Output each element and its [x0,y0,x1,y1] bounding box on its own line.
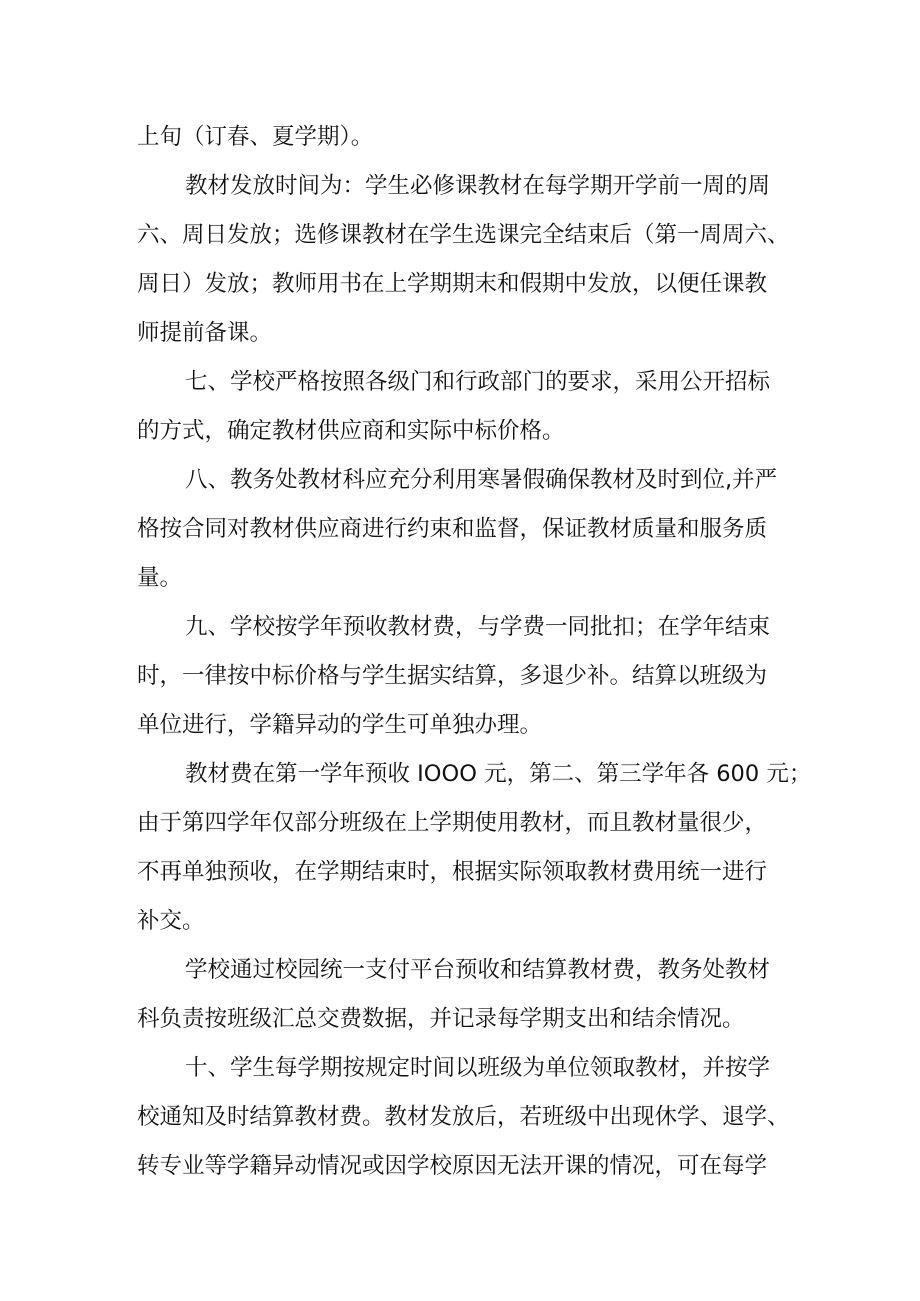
paragraph-continuation [137,113,797,162]
paragraph-distribution-time [137,162,797,358]
paragraph-item-7 [137,358,797,456]
text-line: 十、学生每学期按规定时间以班级为单位领取教材，并按学 [185,1055,771,1081]
text-line: 的方式，确定教材供应商和实际中标价格。 [137,418,565,444]
paragraph-payment-platform [137,946,797,1044]
text-line: 教材费在第一学年预收 IOOO 元，第二、第三学年各 600 元； [185,761,812,787]
text-line: 校通知及时结算教材费。教材发放后，若班级中出现休学、退学、 [137,1104,790,1130]
text-line: 不再单独预收，在学期结束时，根据实际领取教材费用统一进行 [137,859,768,885]
paragraph-fee-amounts [137,750,812,946]
paragraph-item-10 [137,1044,797,1191]
text-line: 六、周日发放；选修课教材在学生选课完全结束后（第一周周六、 [137,222,790,248]
text-line: 时，一律按中标价格与学生据实结算，多退少补。结算以班级为 [137,663,768,689]
text-line: 学校通过校园统一支付平台预收和结算教材费，教务处教材 [185,957,771,983]
text-line: 七、学校严格按照各级门和行政部门的要求，采用公开招标 [185,369,771,395]
text-line: 教材发放时间为：学生必修课教材在每学期开学前一周的周 [185,173,771,199]
text-line: 单位进行，学籍异动的学生可单独办理。 [137,712,543,738]
text-line: 科负责按班级汇总交费数据，并记录每学期支出和结余情况。 [137,1006,745,1032]
paragraph-item-9 [137,603,797,750]
text-line: 量。 [137,565,183,591]
text-line: 由于第四学年仅部分班级在上学期使用教材，而且教材量很少， [137,810,768,836]
paragraph-item-8 [137,456,797,603]
text-line: 九、学校按学年预收教材费，与学费一同批扣；在学年结束 [185,614,771,640]
document-body [137,113,812,1191]
text-line: 转专业等学籍异动情况或因学校原因无法开课的情况，可在每学 [137,1153,768,1179]
text-line: 周日）发放；教师用书在上学期期末和假期中发放，以便任课教 [137,271,768,297]
text-line: 补交。 [137,908,205,934]
text-line: 八、教务处教材科应充分利用寒暑假确保教材及时到位,并严 [185,467,778,493]
text-line: 上旬（订春、夏学期）。 [137,124,374,150]
text-line: 师提前备课。 [137,320,273,346]
text-line: 格按合同对教材供应商进行约束和监督，保证教材质量和服务质 [137,516,768,542]
